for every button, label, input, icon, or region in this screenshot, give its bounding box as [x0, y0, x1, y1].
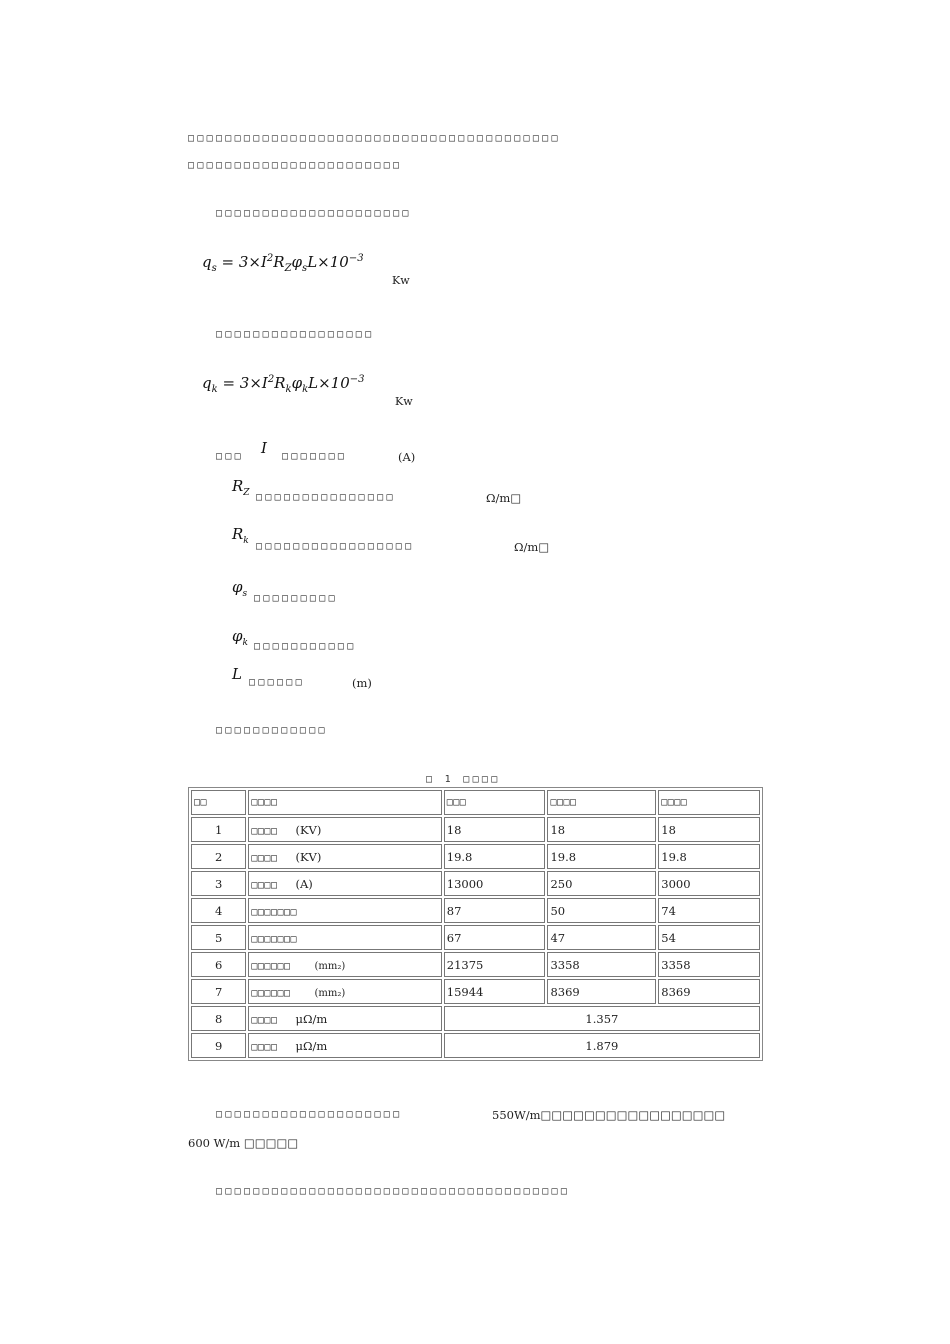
- row-value-2: 8369: [547, 979, 656, 1004]
- row-item: □□□□□□□: [248, 925, 441, 950]
- def-symbol-phik: $\varphi_k$: [232, 627, 248, 648]
- formula-qk-unit: Kw: [395, 395, 413, 408]
- row-item: □□□□□□ (mm₂): [248, 979, 441, 1004]
- def-desc-phis: □□□□□□□□□: [254, 593, 338, 604]
- def-symbol-i: I: [261, 439, 267, 457]
- table-row: [191, 871, 760, 896]
- row-number: 1: [191, 817, 246, 842]
- row-item: □□□□ μΩ/m: [248, 1033, 441, 1058]
- row-item: □□□□ (KV): [248, 844, 441, 869]
- table-row: [191, 925, 760, 950]
- table-intro: □□□□□□□□□□□□: [216, 725, 328, 736]
- intro-line-1: □□□□□□□□□□□□□□□□□□□□□□□□□□□□□□□□□□□□□□□□: [188, 133, 561, 144]
- result-line-1a: □□□□□□□□□□□□□□□□□□□□: [216, 1109, 403, 1120]
- row-number: 5: [191, 925, 246, 950]
- header-col-2: □□□□: [547, 790, 656, 815]
- row-value-3: 8369: [658, 979, 760, 1004]
- row-item: □□□□ (A): [248, 871, 441, 896]
- row-number: 3: [191, 871, 246, 896]
- row-item: □□□□□□ (mm₂): [248, 952, 441, 977]
- def-unit-i: (A): [398, 450, 416, 464]
- table-caption: □ 1 □□□□: [426, 774, 501, 785]
- row-item: □□□□ μΩ/m: [248, 1006, 441, 1031]
- formula-qk: $q_k = 3\times I^2R_k\varphi_kL\times 10^{-3}$: [202, 374, 365, 395]
- conductor-loss-intro: □□□□□□□□□□□□□□□□□□□□□: [216, 208, 412, 219]
- row-value-1: 87: [444, 898, 546, 923]
- result-line-1b: 550W/m□□□□□□□□□□□□□□□□□: [492, 1108, 726, 1122]
- table-row: [191, 817, 760, 842]
- def-symbol-rz: $R_Z$: [232, 477, 250, 498]
- parameter-table: [188, 787, 763, 1061]
- table-row: [191, 952, 760, 977]
- row-number: 9: [191, 1033, 246, 1058]
- formula-qs-unit: Kw: [392, 274, 410, 287]
- formula-qs: $q_s = 3\times I^2R_Z\varphi_sL\times 10^{-3}$: [202, 253, 364, 274]
- row-value-2: 19.8: [547, 844, 656, 869]
- row-value-2: 47: [547, 925, 656, 950]
- def-desc-rk: □□□□□□□□□□□□□□□□□: [256, 541, 415, 552]
- row-item: □□□□ (KV): [248, 817, 441, 842]
- row-value-1: 21375: [444, 952, 546, 977]
- row-value-3: 3358: [658, 952, 760, 977]
- where-label: □□□: [216, 451, 244, 462]
- row-value-2: 3358: [547, 952, 656, 977]
- def-desc-rz: □□□□□□□□□□□□□□□: [256, 492, 396, 503]
- row-value-1: 67: [444, 925, 546, 950]
- row-item: □□□□□□□: [248, 898, 441, 923]
- def-symbol-phis: $\varphi_s$: [232, 578, 248, 599]
- row-merged-value: 1.357: [444, 1006, 760, 1031]
- row-number: 6: [191, 952, 246, 977]
- row-value-1: 18: [444, 817, 546, 842]
- table-row: [191, 1006, 760, 1031]
- table-row: [191, 979, 760, 1004]
- header-no: □□: [191, 790, 246, 815]
- def-unit-l: (m): [352, 676, 372, 690]
- row-value-2: 50: [547, 898, 656, 923]
- row-number: 7: [191, 979, 246, 1004]
- row-value-3: 74: [658, 898, 760, 923]
- row-value-3: 18: [658, 817, 760, 842]
- row-value-1: 19.8: [444, 844, 546, 869]
- row-value-1: 13000: [444, 871, 546, 896]
- header-item: □□□□: [248, 790, 441, 815]
- row-value-2: 18: [547, 817, 656, 842]
- def-symbol-l: L: [232, 665, 242, 683]
- table-row: [191, 1033, 760, 1058]
- row-merged-value: 1.879: [444, 1033, 760, 1058]
- row-number: 4: [191, 898, 246, 923]
- def-desc-i: □□□□□□□: [282, 451, 348, 462]
- intro-line-2: □□□□□□□□□□□□□□□□□□□□□□□: [188, 160, 403, 171]
- sheath-loss-intro: □□□□□□□□□□□□□□□□□: [216, 329, 375, 340]
- row-number: 2: [191, 844, 246, 869]
- def-unit-rk: Ω/m□: [514, 540, 550, 554]
- row-value-1: 15944: [444, 979, 546, 1004]
- table-header-row: [191, 790, 760, 815]
- header-col-1: □□□: [444, 790, 546, 815]
- def-desc-phik: □□□□□□□□□□□: [254, 641, 357, 652]
- table-row: [191, 844, 760, 869]
- row-value-3: 19.8: [658, 844, 760, 869]
- row-value-2: 250: [547, 871, 656, 896]
- table-row: [191, 898, 760, 923]
- def-symbol-rk: $R_k$: [232, 525, 249, 546]
- def-unit-rz: Ω/m□: [486, 491, 522, 505]
- row-value-3: 54: [658, 925, 760, 950]
- def-desc-l: □□□□□□: [249, 677, 305, 688]
- row-value-3: 3000: [658, 871, 760, 896]
- header-col-3: □□□□: [658, 790, 760, 815]
- row-number: 8: [191, 1006, 246, 1031]
- last-line: □□□□□□□□□□□□□□□□□□□□□□□□□□□□□□□□□□□□□□: [216, 1186, 571, 1197]
- result-line-2: 600 W/m □□□□□: [188, 1136, 299, 1150]
